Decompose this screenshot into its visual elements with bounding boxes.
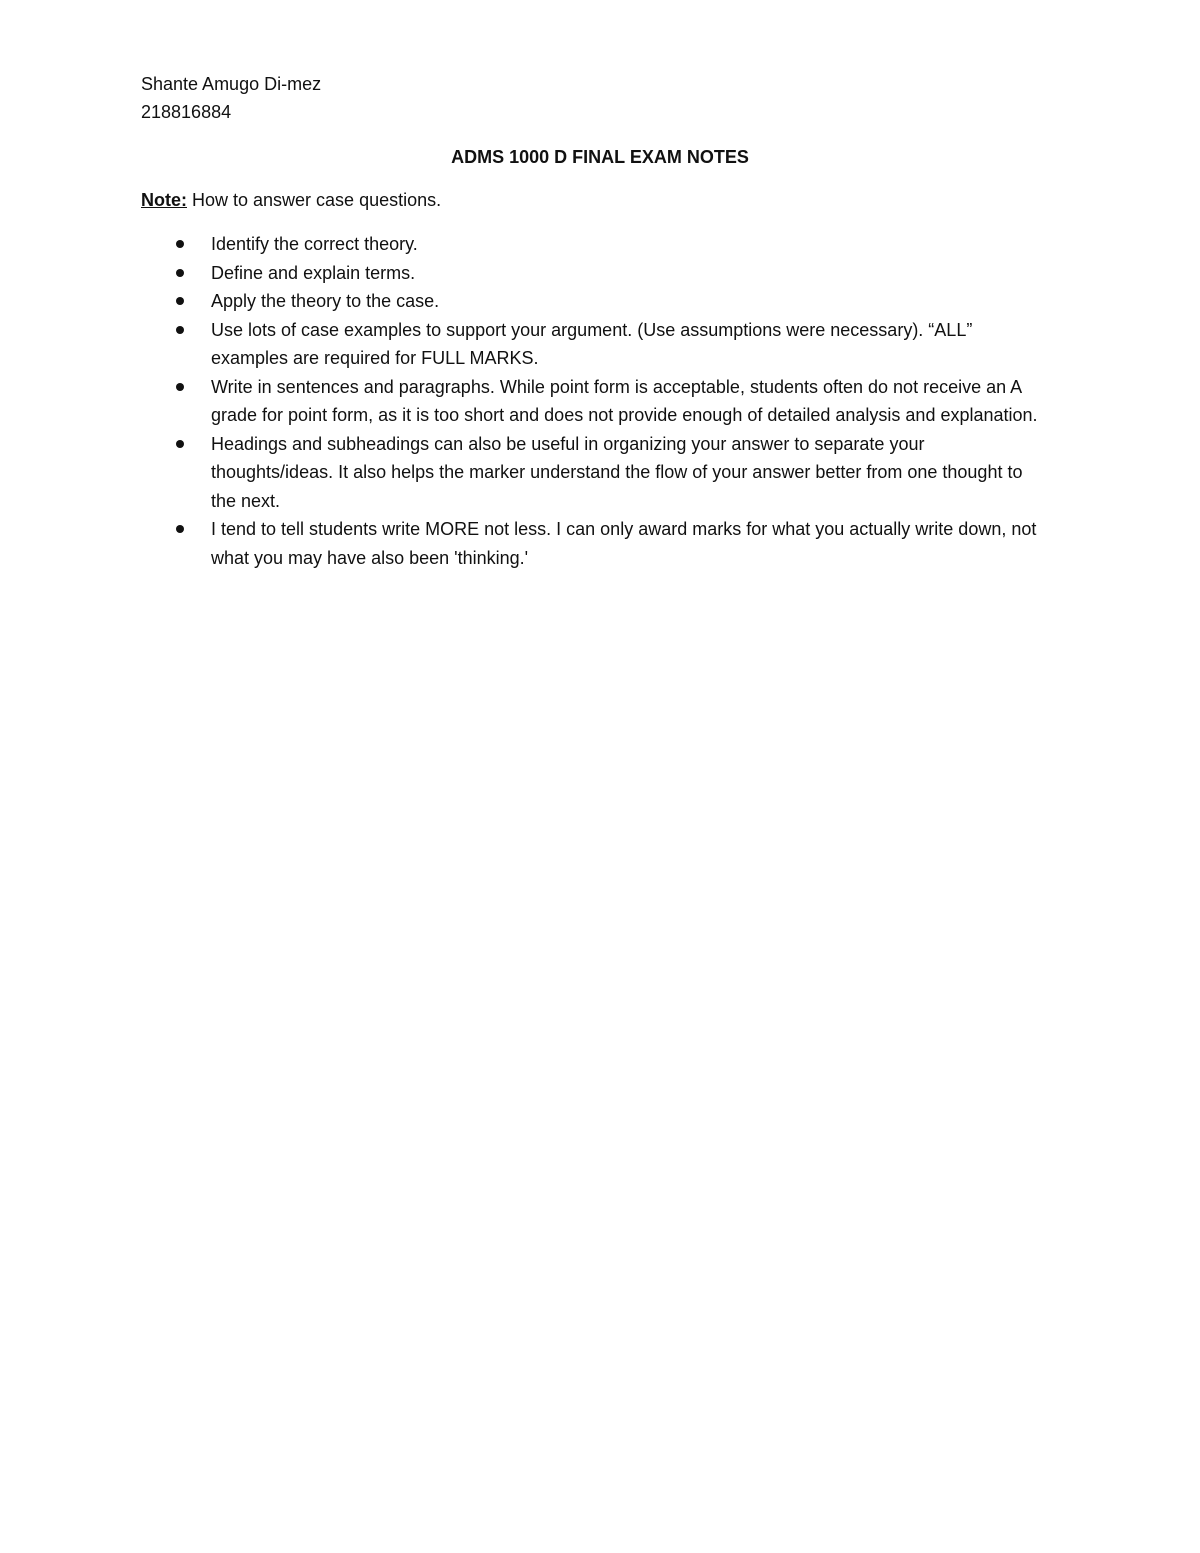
list-item <box>141 373 1041 430</box>
list-item-text: Write in sentences and paragraphs. While point form is acceptable, students often do not receive an A grade for point form, as it is too short and does not provide enough of detailed analysis and explanation. <box>211 376 1038 425</box>
list-item <box>141 515 1041 572</box>
author-header <box>141 70 321 126</box>
list-item-text: I tend to tell students write MORE not less. I can only award marks for what you actually write down, not what you may have also been 'thinking.' <box>211 519 1037 568</box>
note-label: Note: <box>141 190 187 210</box>
note-paragraph <box>141 187 441 213</box>
bullet-icon <box>176 240 184 248</box>
list-item <box>141 259 1041 288</box>
student-id: 218816884 <box>141 102 232 122</box>
list-item-text: Define and explain terms. <box>211 262 416 283</box>
bullet-icon <box>176 525 184 533</box>
bullet-icon <box>176 383 184 391</box>
document-title: ADMS 1000 D FINAL EXAM NOTES <box>451 147 749 167</box>
note-text: How to answer case questions. <box>187 190 442 210</box>
author-name: Shante Amugo Di-mez <box>141 74 322 94</box>
list-item <box>141 230 1041 259</box>
list-item <box>141 316 1041 373</box>
bullet-icon <box>176 326 184 334</box>
list-item-text: Use lots of case examples to support your argument. (Use assumptions were necessary). “ALL” examples are required for FULL MARKS. <box>211 319 973 368</box>
bullet-icon <box>176 269 184 277</box>
list-item-text: Apply the theory to the case. <box>211 291 440 311</box>
list-item-text: Headings and subheadings can also be useful in organizing your answer to separate your thoughts/ideas. It also helps the marker understand the flow of your answer better from one thought to the next. <box>211 433 1023 511</box>
instruction-list <box>141 230 1041 572</box>
list-item <box>141 430 1041 516</box>
bullet-icon <box>176 297 184 305</box>
list-item <box>141 287 1041 316</box>
list-item-text: Identify the correct theory. <box>211 234 418 254</box>
bullet-icon <box>176 440 184 448</box>
